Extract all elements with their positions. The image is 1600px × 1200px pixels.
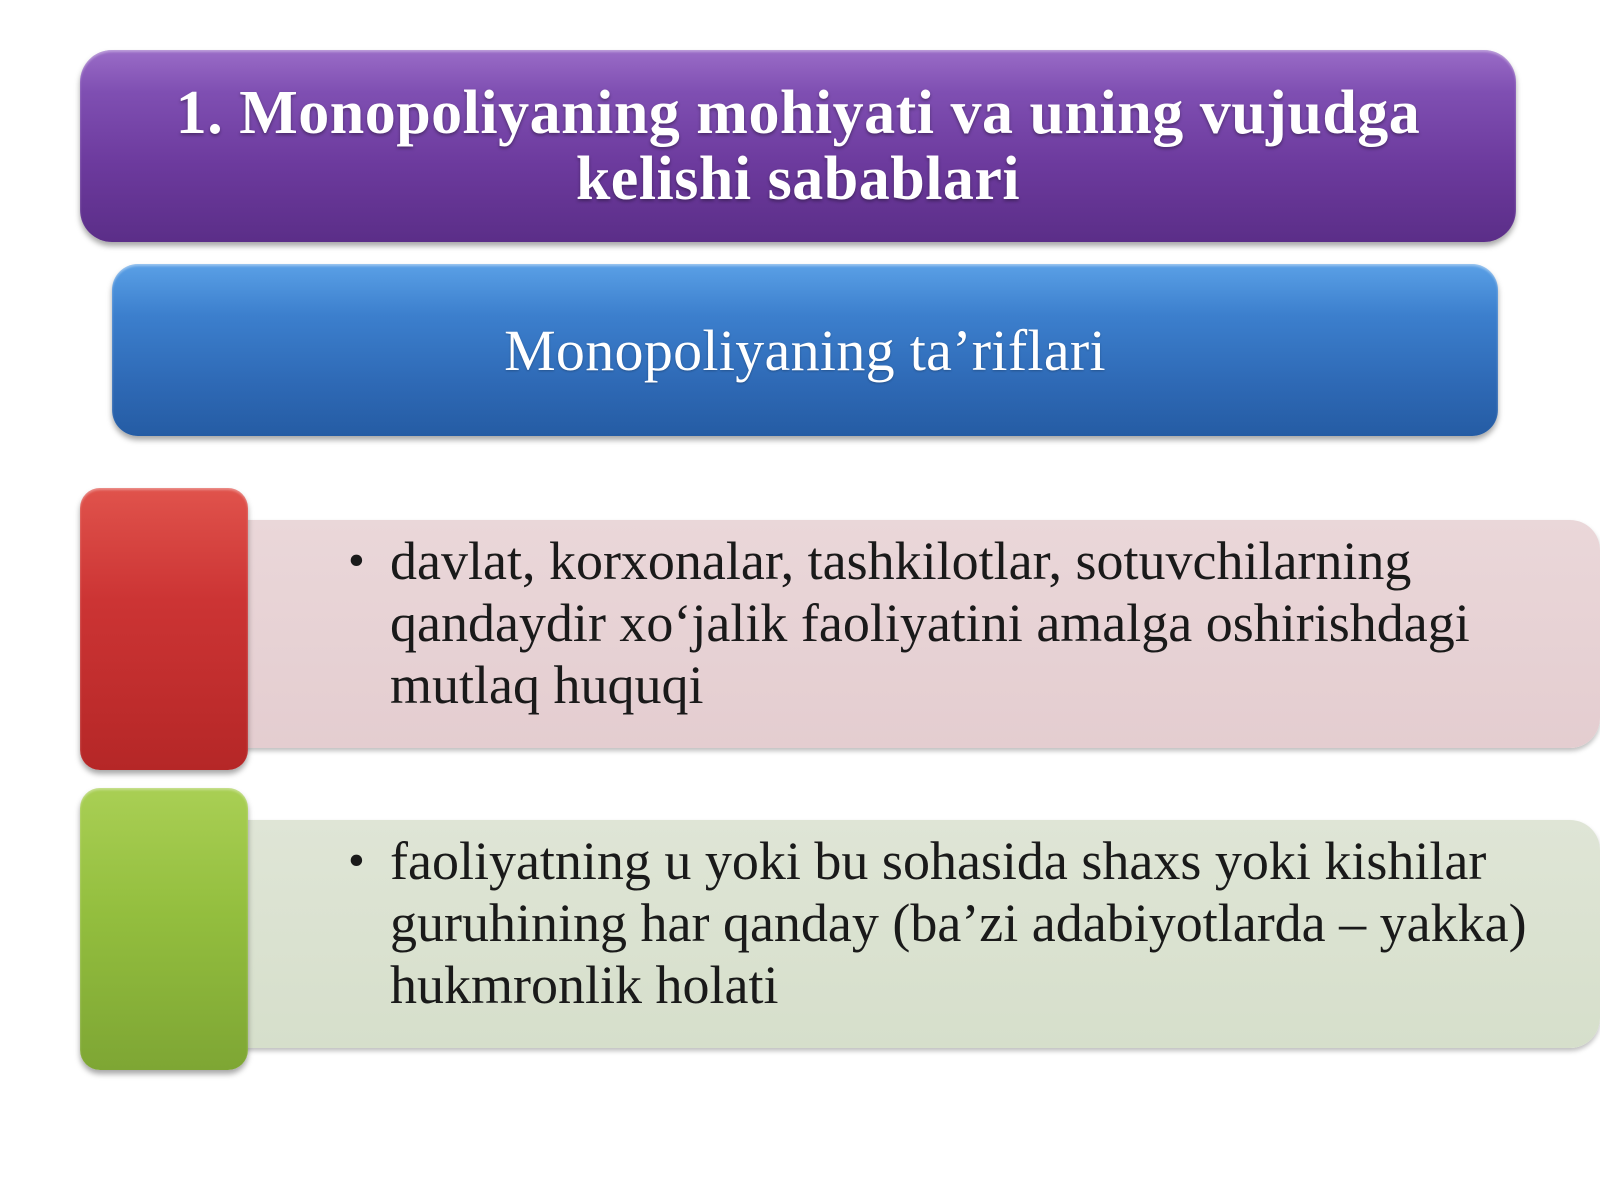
definition-item-2	[348, 830, 1540, 1016]
subtitle-banner	[112, 264, 1498, 436]
definition-item-1	[348, 530, 1540, 716]
red-accent-block	[80, 488, 248, 770]
slide-title: 1. Monopoliyaning mohiyati va uning vujudga kelishi sabablari	[175, 79, 1421, 213]
definition-text-1: davlat, korxonalar, tashkilotlar, sotuvchilarning qandaydir xo‘jalik faoliyatini amalga oshirishdagi mutlaq huquqi	[390, 531, 1470, 715]
definition-panel-2	[230, 820, 1600, 1048]
title-banner	[80, 50, 1516, 242]
definition-row-2	[80, 788, 1527, 1072]
bullet-icon: •	[348, 834, 365, 887]
slide-subtitle: Monopoliyaning ta’riflari	[504, 317, 1106, 383]
definition-text-2: faoliyatning u yoki bu sohasida shaxs yoki kishilar guruhining har qanday (ba’zi adabiyotlarda – yakka) hukmronlik holati	[390, 831, 1527, 1015]
definition-panel-1	[230, 520, 1600, 748]
green-accent-block	[80, 788, 248, 1070]
bullet-icon: •	[348, 534, 365, 587]
definition-row-1	[80, 488, 1520, 772]
